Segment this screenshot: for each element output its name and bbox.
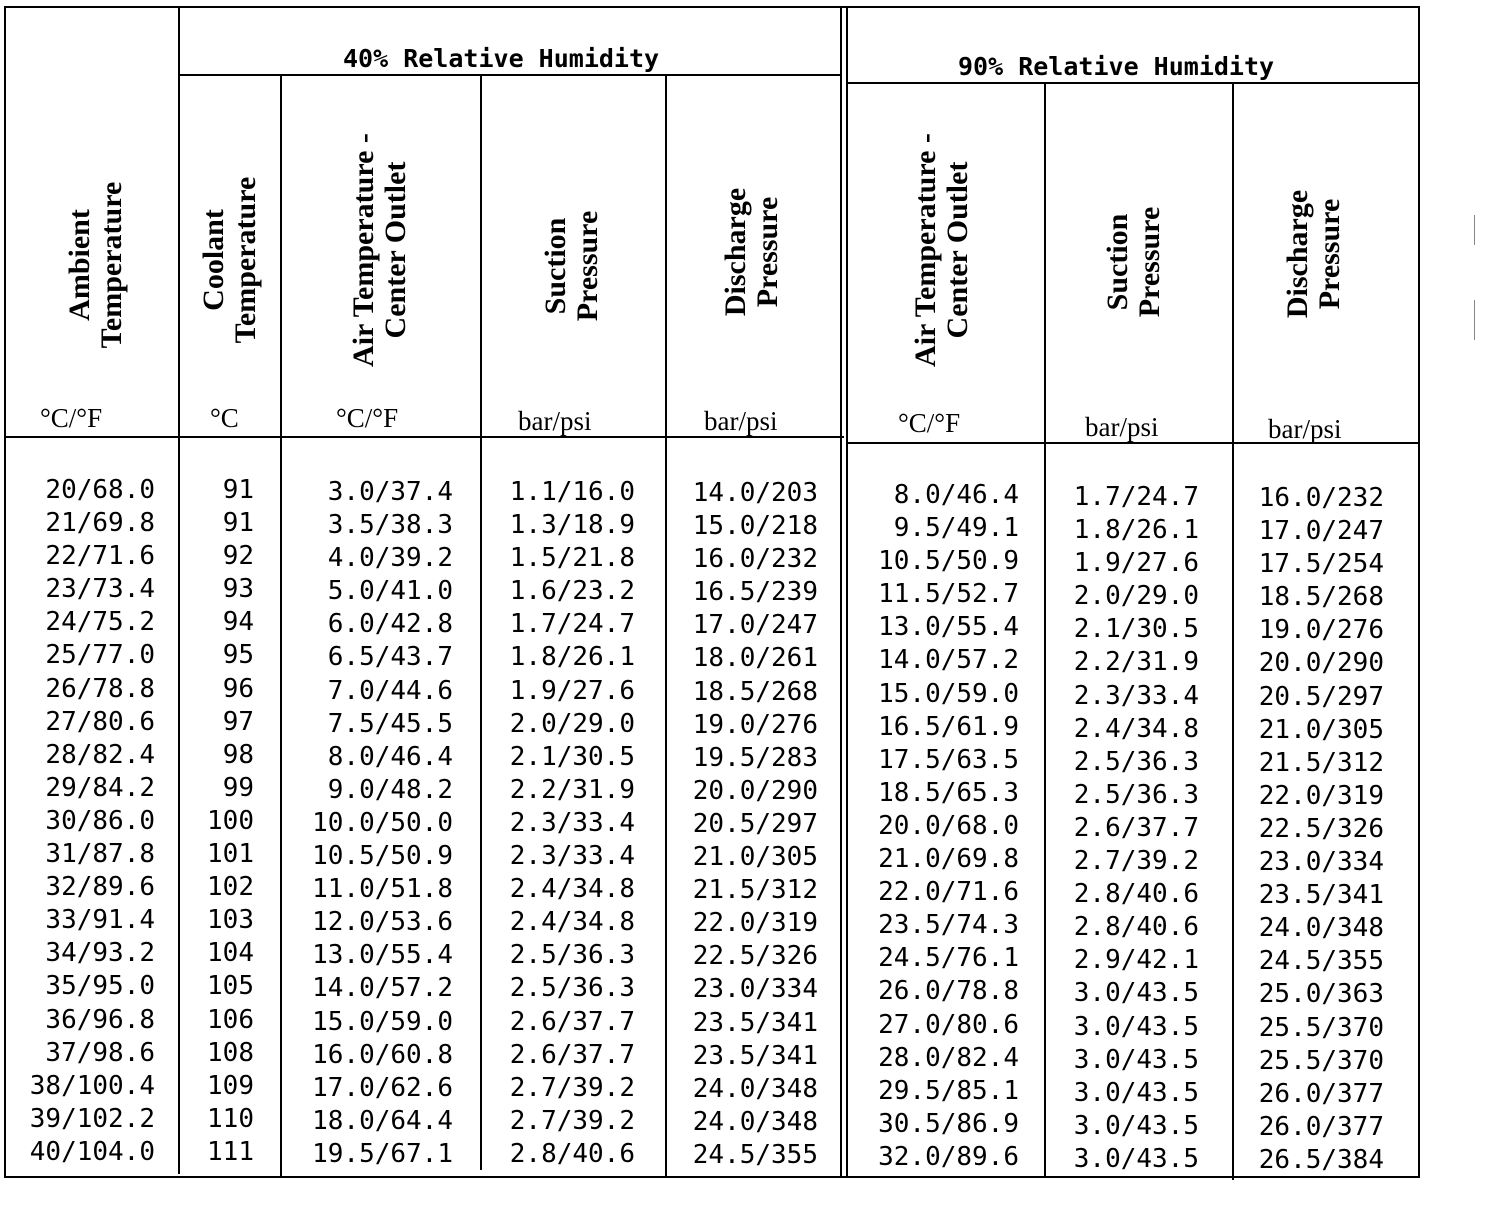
cell-air40: 18.0/64.4 — [312, 1105, 453, 1136]
cell-discharge90: 25.5/370 — [1258, 1012, 1384, 1043]
cell-discharge40: 21.0/305 — [692, 842, 818, 873]
scan-mark — [1474, 300, 1475, 340]
cell-suction40: 2.6/37.7 — [509, 1039, 635, 1070]
col-divider — [480, 76, 482, 1170]
unit-discharge-40: bar/psi — [704, 406, 778, 436]
cell-coolant: 98 — [222, 739, 254, 770]
cell-air90: 11.5/52.7 — [878, 579, 1019, 610]
cell-suction90: 2.5/36.3 — [1073, 779, 1199, 810]
cell-air90: 23.5/74.3 — [878, 910, 1019, 941]
cell-discharge40: 24.0/348 — [692, 1073, 818, 1104]
cell-air90: 32.0/89.6 — [878, 1141, 1019, 1172]
cell-coolant: 105 — [207, 971, 254, 1002]
group-underline — [846, 82, 1420, 84]
cell-discharge90: 22.0/319 — [1258, 780, 1384, 811]
cell-air90: 30.5/86.9 — [878, 1108, 1019, 1139]
cell-air40: 7.5/45.5 — [327, 708, 453, 739]
cell-discharge90: 18.5/268 — [1258, 582, 1384, 613]
cell-air90: 10.5/50.9 — [878, 546, 1019, 577]
cell-suction40: 2.0/29.0 — [509, 708, 635, 739]
cell-coolant: 94 — [222, 607, 254, 638]
cell-coolant: 93 — [222, 574, 254, 605]
cell-air40: 10.5/50.9 — [312, 841, 453, 872]
cell-suction90: 2.0/29.0 — [1073, 581, 1199, 612]
cell-air40: 6.5/43.7 — [327, 642, 453, 673]
cell-coolant: 103 — [207, 905, 254, 936]
group-title-40: 40% Relative Humidity — [343, 44, 660, 73]
header-suction-90: Suction Pressure — [1101, 206, 1166, 318]
col-divider — [1232, 84, 1234, 1180]
cell-ambient: 36/96.8 — [45, 1004, 155, 1035]
cell-discharge90: 21.5/312 — [1258, 747, 1384, 778]
cell-discharge40: 14.0/203 — [692, 478, 818, 508]
cell-suction40: 1.3/18.9 — [509, 510, 635, 541]
cell-suction40: 2.7/39.2 — [509, 1072, 635, 1103]
header-discharge-40: Discharge Pressure — [719, 187, 784, 317]
cell-air90: 9.5/49.1 — [893, 513, 1019, 544]
cell-ambient: 25/77.0 — [45, 640, 155, 671]
cell-suction40: 1.9/27.6 — [509, 675, 635, 706]
cell-ambient: 33/91.4 — [45, 905, 155, 936]
cell-discharge90: 20.5/297 — [1258, 681, 1384, 712]
header-discharge-90: Discharge Pressure — [1281, 189, 1346, 319]
cell-suction40: 2.3/33.4 — [509, 841, 635, 872]
unit-suction-90: bar/psi — [1085, 412, 1159, 442]
scan-mark — [1474, 215, 1475, 245]
cell-coolant: 95 — [222, 640, 254, 671]
cell-discharge40: 24.0/348 — [692, 1106, 818, 1137]
cell-coolant: 109 — [207, 1070, 254, 1101]
cell-discharge90: 22.5/326 — [1258, 813, 1384, 844]
cell-suction40: 2.4/34.8 — [509, 907, 635, 938]
cell-ambient: 21/69.8 — [45, 508, 155, 539]
header-suction-40: Suction Pressure — [539, 210, 604, 322]
cell-suction90: 2.8/40.6 — [1073, 879, 1199, 910]
cell-suction40: 1.7/24.7 — [509, 609, 635, 640]
cell-air90: 16.5/61.9 — [878, 711, 1019, 742]
cell-suction90: 3.0/43.5 — [1073, 1077, 1199, 1108]
cell-air90: 27.0/80.6 — [878, 1009, 1019, 1040]
cell-discharge90: 17.0/247 — [1258, 516, 1384, 547]
cell-suction40: 2.1/30.5 — [509, 741, 635, 772]
cell-air40: 9.0/48.2 — [327, 774, 453, 805]
cell-coolant: 97 — [222, 706, 254, 737]
cell-suction40: 2.2/31.9 — [509, 774, 635, 805]
unit-ambient: °C/°F — [40, 403, 103, 433]
cell-air40: 13.0/55.4 — [312, 940, 453, 971]
cell-ambient: 34/93.2 — [45, 938, 155, 969]
cell-suction90: 2.1/30.5 — [1073, 614, 1199, 645]
group-title-90: 90% Relative Humidity — [958, 52, 1275, 81]
cell-air90: 8.0/46.4 — [893, 480, 1019, 510]
cell-discharge40: 22.0/319 — [692, 908, 818, 939]
cell-air90: 18.5/65.3 — [878, 777, 1019, 808]
cell-discharge40: 15.0/218 — [692, 511, 818, 542]
cell-air90: 28.0/82.4 — [878, 1042, 1019, 1073]
cell-suction40: 2.8/40.6 — [509, 1138, 635, 1169]
cell-discharge40: 18.5/268 — [692, 676, 818, 707]
unit-air-90: °C/°F — [898, 408, 961, 438]
col-divider — [665, 76, 667, 1176]
cell-suction90: 1.8/26.1 — [1073, 515, 1199, 546]
cell-ambient: 31/87.8 — [45, 839, 155, 870]
cell-air90: 15.0/59.0 — [878, 678, 1019, 709]
cell-discharge90: 25.0/363 — [1258, 979, 1384, 1010]
cell-coolant: 91 — [222, 475, 254, 505]
cell-ambient: 27/80.6 — [45, 706, 155, 737]
cell-discharge40: 23.0/334 — [692, 974, 818, 1005]
header-air-90: Air Temperature - Center Outlet — [909, 133, 974, 367]
cell-suction90: 3.0/43.5 — [1073, 1110, 1199, 1141]
cell-discharge90: 25.5/370 — [1258, 1045, 1384, 1076]
cell-suction40: 2.3/33.4 — [509, 807, 635, 838]
cell-discharge40: 21.5/312 — [692, 875, 818, 906]
header-air-40: Air Temperature - Center Outlet — [347, 133, 412, 367]
cell-suction40: 1.6/23.2 — [509, 576, 635, 607]
cell-air90: 17.5/63.5 — [878, 744, 1019, 775]
cell-suction90: 2.9/42.1 — [1073, 945, 1199, 976]
header-coolant: Coolant Temperature — [197, 176, 262, 344]
cell-discharge90: 16.0/232 — [1258, 483, 1384, 513]
cell-discharge90: 26.5/384 — [1258, 1144, 1384, 1175]
cell-suction40: 1.8/26.1 — [509, 642, 635, 673]
group-divider — [840, 6, 842, 1176]
unit-air-40: °C/°F — [336, 403, 399, 433]
cell-discharge40: 23.5/341 — [692, 1040, 818, 1071]
cell-ambient: 22/71.6 — [45, 541, 155, 572]
cell-air40: 17.0/62.6 — [312, 1072, 453, 1103]
cell-air40: 19.5/67.1 — [312, 1138, 453, 1169]
cell-coolant: 91 — [222, 508, 254, 539]
cell-suction40: 2.6/37.7 — [509, 1006, 635, 1037]
unit-discharge-90: bar/psi — [1268, 414, 1342, 444]
cell-coolant: 100 — [207, 805, 254, 836]
cell-discharge90: 24.5/355 — [1258, 946, 1384, 977]
cell-discharge40: 19.0/276 — [692, 709, 818, 740]
cell-suction90: 2.3/33.4 — [1073, 680, 1199, 711]
cell-ambient: 30/86.0 — [45, 805, 155, 836]
cell-ambient: 26/78.8 — [45, 673, 155, 704]
cell-discharge40: 16.5/239 — [692, 577, 818, 608]
cell-discharge90: 23.0/334 — [1258, 847, 1384, 878]
cell-coolant: 99 — [222, 772, 254, 803]
cell-air90: 26.0/78.8 — [878, 976, 1019, 1007]
cell-ambient: 40/104.0 — [29, 1136, 155, 1167]
cell-suction90: 2.4/34.8 — [1073, 713, 1199, 744]
cell-discharge40: 24.5/355 — [692, 1139, 818, 1170]
cell-suction40: 1.5/21.8 — [509, 543, 635, 574]
cell-ambient: 37/98.6 — [45, 1037, 155, 1068]
cell-suction90: 3.0/43.5 — [1073, 1011, 1199, 1042]
cell-ambient: 24/75.2 — [45, 607, 155, 638]
cell-air90: 29.5/85.1 — [878, 1075, 1019, 1106]
col-suction-40 — [488, 476, 635, 1171]
col-air-90 — [856, 479, 1019, 1174]
cell-air40: 7.0/44.6 — [327, 675, 453, 706]
cell-coolant: 110 — [207, 1103, 254, 1134]
cell-air90: 24.5/76.1 — [878, 943, 1019, 974]
cell-air40: 16.0/60.8 — [312, 1039, 453, 1070]
cell-ambient: 23/73.4 — [45, 574, 155, 605]
cell-suction40: 2.4/34.8 — [509, 874, 635, 905]
cell-coolant: 106 — [207, 1004, 254, 1035]
cell-discharge90: 24.0/348 — [1258, 913, 1384, 944]
cell-air40: 5.0/41.0 — [327, 576, 453, 607]
cell-air40: 4.0/39.2 — [327, 543, 453, 574]
cell-air90: 22.0/71.6 — [878, 877, 1019, 908]
cell-discharge90: 23.5/341 — [1258, 880, 1384, 911]
col-divider — [280, 76, 282, 1176]
cell-suction90: 2.2/31.9 — [1073, 647, 1199, 678]
cell-suction40: 2.5/36.3 — [509, 940, 635, 971]
cell-suction90: 2.7/39.2 — [1073, 846, 1199, 877]
header-ambient: Ambient Temperature — [63, 181, 128, 349]
cell-ambient: 29/84.2 — [45, 772, 155, 803]
cell-suction40: 2.5/36.3 — [509, 973, 635, 1004]
cell-discharge90: 26.0/377 — [1258, 1078, 1384, 1109]
cell-ambient: 20/68.0 — [45, 475, 155, 505]
cell-suction90: 3.0/43.5 — [1073, 978, 1199, 1009]
cell-coolant: 108 — [207, 1037, 254, 1068]
cell-suction90: 1.7/24.7 — [1073, 482, 1199, 512]
cell-suction90: 3.0/43.5 — [1073, 1143, 1199, 1174]
cell-ambient: 35/95.0 — [45, 971, 155, 1002]
col-discharge-40 — [672, 477, 818, 1172]
cell-discharge40: 20.0/290 — [692, 775, 818, 806]
col-coolant — [186, 474, 254, 1169]
cell-suction90: 3.0/43.5 — [1073, 1044, 1199, 1075]
cell-air40: 6.0/42.8 — [327, 609, 453, 640]
cell-suction90: 2.5/36.3 — [1073, 746, 1199, 777]
cell-air40: 8.0/46.4 — [327, 741, 453, 772]
cell-air90: 13.0/55.4 — [878, 612, 1019, 643]
group-divider — [846, 6, 848, 1176]
cell-air40: 12.0/53.6 — [312, 907, 453, 938]
cell-air40: 11.0/51.8 — [312, 874, 453, 905]
cell-coolant: 104 — [207, 938, 254, 969]
cell-air40: 14.0/57.2 — [312, 973, 453, 1004]
cell-ambient: 32/89.6 — [45, 872, 155, 903]
cell-discharge90: 20.0/290 — [1258, 648, 1384, 679]
cell-discharge90: 26.0/377 — [1258, 1111, 1384, 1142]
col-air-40 — [290, 476, 453, 1171]
cell-coolant: 111 — [207, 1136, 254, 1167]
cell-air40: 3.0/37.4 — [327, 477, 453, 507]
cell-discharge40: 23.5/341 — [692, 1007, 818, 1038]
cell-coolant: 96 — [222, 673, 254, 704]
cell-discharge40: 20.5/297 — [692, 808, 818, 839]
cell-coolant: 101 — [207, 839, 254, 870]
cell-air40: 10.0/50.0 — [312, 807, 453, 838]
cell-discharge40: 16.0/232 — [692, 544, 818, 575]
cell-discharge90: 17.5/254 — [1258, 549, 1384, 580]
col-divider — [1044, 84, 1046, 1176]
cell-coolant: 92 — [222, 541, 254, 572]
cell-discharge40: 18.0/261 — [692, 643, 818, 674]
group-underline — [178, 74, 842, 76]
col-suction-90 — [1052, 481, 1199, 1176]
cell-ambient: 28/82.4 — [45, 739, 155, 770]
cell-discharge90: 21.0/305 — [1258, 714, 1384, 745]
cell-discharge40: 17.0/247 — [692, 610, 818, 641]
cell-air90: 20.0/68.0 — [878, 810, 1019, 841]
col-divider — [178, 6, 180, 1174]
cell-suction40: 2.7/39.2 — [509, 1105, 635, 1136]
cell-air90: 21.0/69.8 — [878, 844, 1019, 875]
col-ambient — [10, 474, 155, 1169]
col-discharge-90 — [1238, 482, 1384, 1177]
cell-ambient: 39/102.2 — [29, 1103, 155, 1134]
cell-coolant: 102 — [207, 872, 254, 903]
cell-ambient: 38/100.4 — [29, 1070, 155, 1101]
unit-coolant: °C — [210, 403, 239, 433]
cell-discharge90: 19.0/276 — [1258, 615, 1384, 646]
cell-suction90: 1.9/27.6 — [1073, 548, 1199, 579]
cell-air40: 3.5/38.3 — [327, 510, 453, 541]
cell-discharge40: 22.5/326 — [692, 941, 818, 972]
unit-suction-40: bar/psi — [518, 406, 592, 436]
cell-air90: 14.0/57.2 — [878, 645, 1019, 676]
cell-suction40: 1.1/16.0 — [509, 477, 635, 507]
cell-suction90: 2.6/37.7 — [1073, 812, 1199, 843]
cell-discharge40: 19.5/283 — [692, 742, 818, 773]
cell-air40: 15.0/59.0 — [312, 1006, 453, 1037]
cell-suction90: 2.8/40.6 — [1073, 912, 1199, 943]
